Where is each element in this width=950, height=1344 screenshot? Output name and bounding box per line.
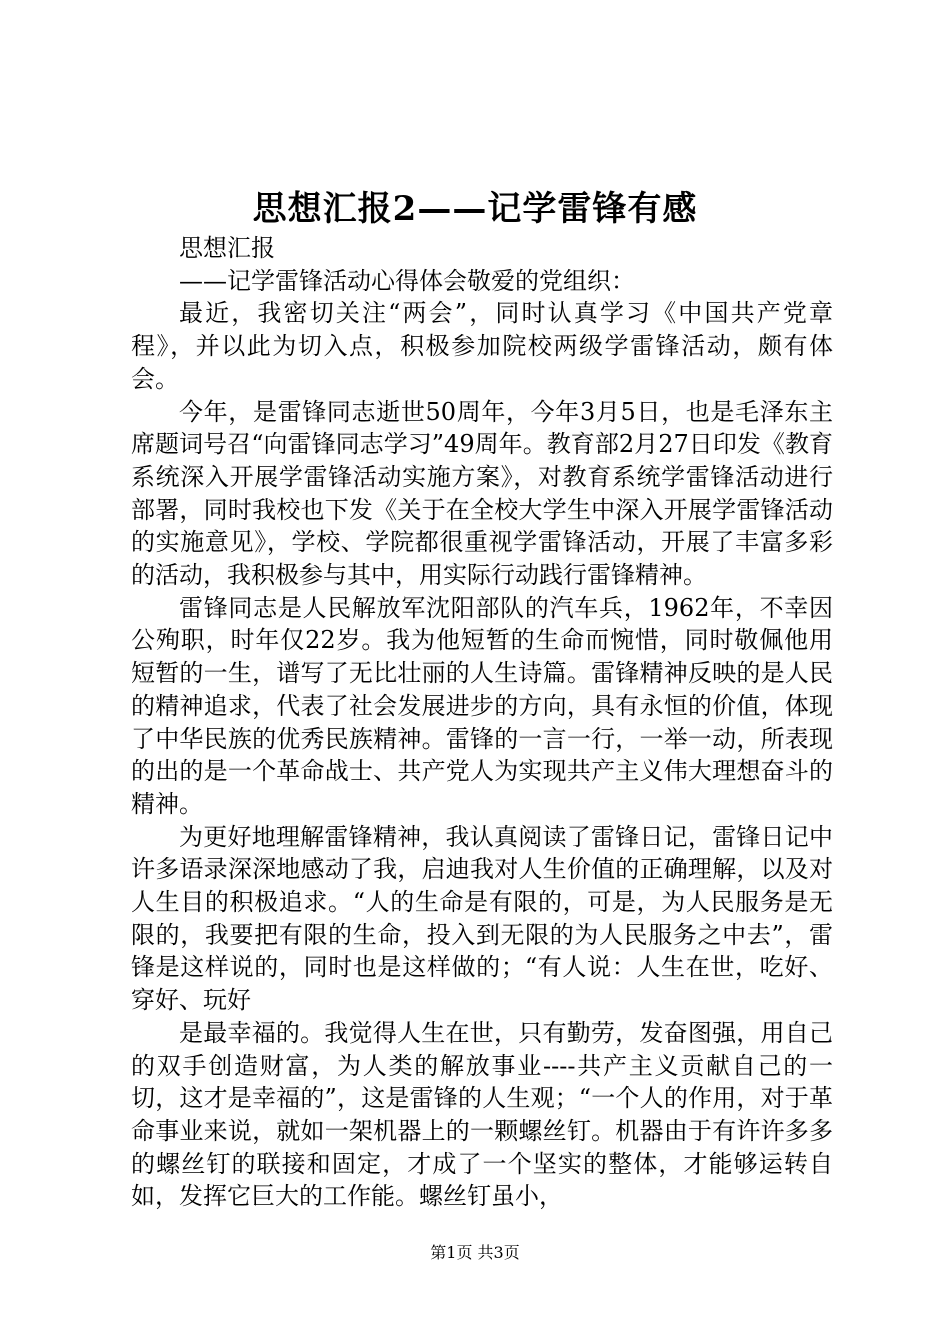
- document-body: [131, 232, 833, 1213]
- paragraph: 今年，是雷锋同志逝世50周年，今年3月5日，也是毛泽东主席题词号召“向雷锋同志学习”49周年。教育部2月27日印发《教育系统深入开展学雷锋活动实施方案》，对教育系统学雷锋活动进行部署，同时我校也下发《关于在全校大学生中深入开展学雷锋活动的实施意见》，学校、学院都很重视学雷锋活动，开展了丰富多彩的活动，我积极参与其中，用实际行动践行雷锋精神。: [131, 397, 833, 590]
- paragraph: 雷锋同志是人民解放军沈阳部队的汽车兵，1962年，不幸因公殉职，时年仅22岁。我为他短暂的生命而惋惜，同时敬佩他用短暂的一生，谱写了无比壮丽的人生诗篇。雷锋精神反映的是人民的精神追求，代表了社会发展进步的方向，具有永恒的价值，体现了中华民族的优秀民族精神。雷锋的一言一行，一举一动，所表现的出的是一个革命战士、共产党人为实现共产主义伟大理想奋斗的精神。: [131, 593, 833, 818]
- paragraph: 思想汇报: [179, 234, 275, 262]
- document-title: 思想汇报2——记学雷锋有感: [252, 189, 698, 229]
- paragraph: 是最幸福的。我觉得人生在世，只有勤劳，发奋图强，用自己的双手创造财富，为人类的解放事业----共产主义贡献自己的一切，这才是幸福的”，这是雷锋的人生观；“一个人的作用，对于革命事业来说，就如一架机器上的一颗螺丝钉。机器由于有许许多多的螺丝钉的联接和固定，才成了一个坚实的整体，才能够运转自如，发挥它巨大的工作能。螺丝钉虽小，: [131, 1018, 833, 1211]
- paragraph: ——记学雷锋活动心得体会敬爱的党组织：: [179, 266, 635, 295]
- paragraph: 最近，我密切关注“两会”，同时认真学习《中国共产党章程》，并以此为切入点，积极参加院校两级学雷锋活动，颇有体会。: [131, 299, 833, 393]
- paragraph: 为更好地理解雷锋精神，我认真阅读了雷锋日记，雷锋日记中许多语录深深地感动了我，启迪我对人生价值的正确理解，以及对人生目的积极追求。“人的生命是有限的，可是，为人民服务是无限的，我要把有限的生命，投入到无限的为人民服务之中去”，雷锋是这样说的，同时也是这样做的；“有人说：人生在世，吃好、穿好、玩好: [131, 822, 833, 1015]
- page-footer: 第1页 共3页: [430, 1243, 520, 1262]
